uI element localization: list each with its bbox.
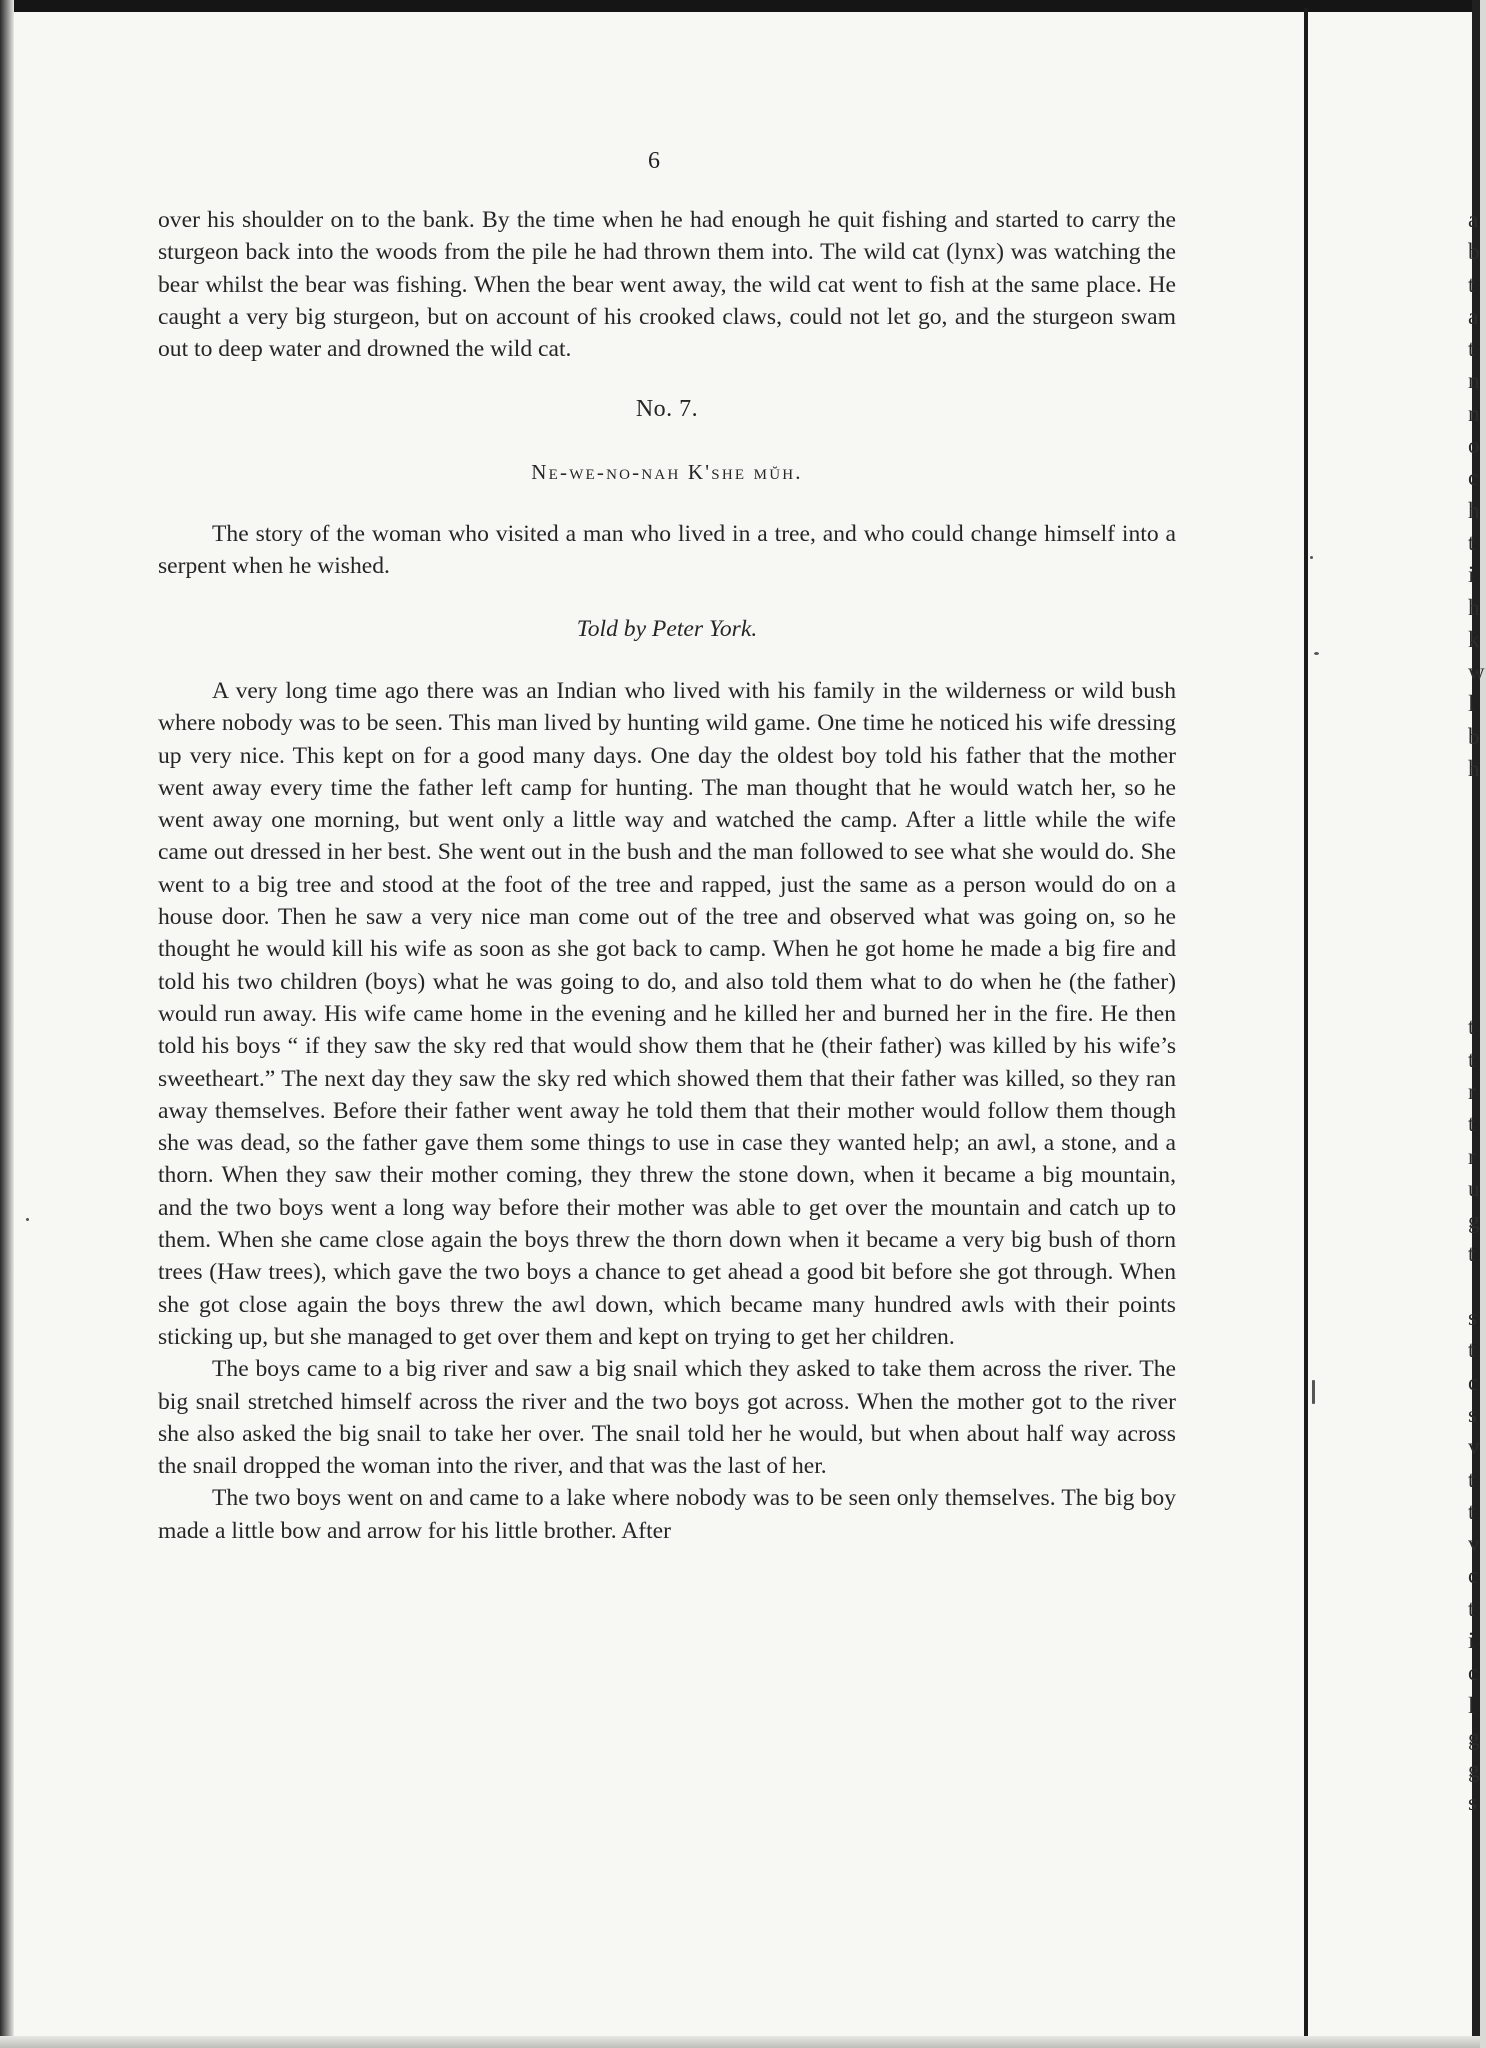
book-gutter [1304, 8, 1308, 2048]
story-paragraph-3: The two boys went on and came to a lake where nobody was to be seen only themselves. The big boy made a little bow and arrow for his little brother. After [158, 1485, 1176, 1544]
facing-letter: l [1468, 1692, 1475, 1718]
facing-letter: b [1468, 239, 1480, 265]
scan-speck [26, 1218, 29, 1221]
story-number: No. 7. [635, 396, 699, 423]
facing-letter: a [1468, 207, 1479, 232]
facing-letter: o [1468, 433, 1480, 459]
story-paragraph-2: The boys came to a big river and saw a big snail which they asked to take them across the river. The big snail stretched himself across the river and the two boys got across. When the mother got to the river she also asked the big snail to take her over. The snail told her he would, but when about half way across the snail dropped the woman into the river, and that was the last of her. [158, 1356, 1176, 1480]
facing-letter: a [1468, 303, 1479, 329]
facing-letter: t [1468, 1337, 1475, 1363]
facing-letter: k [1468, 626, 1480, 652]
facing-letter: b [1468, 723, 1480, 749]
facing-letter: t [1468, 1595, 1475, 1621]
facing-letter: g [1468, 1757, 1480, 1783]
facing-letter: h [1468, 594, 1480, 620]
story-title: Ne-we-no-nah K'she mŭh. [531, 459, 803, 484]
facing-letter: s [1468, 1305, 1477, 1331]
facing-letter: i [1468, 562, 1475, 588]
story-teller: Told by Peter York. [576, 615, 758, 642]
facing-letter: t [1468, 1111, 1475, 1137]
facing-letter: r [1468, 1143, 1476, 1169]
scan-top-border [0, 0, 1480, 12]
facing-letter: t [1468, 1014, 1475, 1040]
facing-letter: c [1468, 1369, 1479, 1395]
scan-speck [1314, 652, 1319, 655]
facing-letter: v [1468, 1434, 1480, 1460]
facing-letter: t [1468, 1466, 1475, 1492]
facing-letter: l [1468, 691, 1475, 717]
facing-letter: w [1468, 659, 1485, 685]
facing-letter: t [1468, 529, 1475, 555]
intro-paragraph: over his shoulder on to the bank. By the time when he had enough he quit fishing and started to carry the sturgeon back into the woods from the pile he had thrown them into. The wild cat (lynx) was watching the bear whilst the bear was fishing. When the bear went away, the wild cat went to fish at the same place. He caught a very big sturgeon, but on account of his crooked claws, could not let go, and the sturgeon swam out to deep water and drowned the wild cat. [158, 207, 1176, 363]
facing-letter: c [1468, 1563, 1479, 1589]
facing-page-fragment [1468, 204, 1486, 1819]
facing-letter: t [1468, 271, 1475, 297]
facing-letter: c [1468, 1660, 1479, 1686]
facing-letter: s [1468, 1401, 1477, 1427]
story-paragraph-1: A very long time ago there was an Indian who lived with his family in the wilderness or wild bush where nobody was to be seen. This man lived by hunting wild game. One time he noticed his wife dressing up very nice. This kept on for a good many days. One day the oldest boy told his father that the mother went away every time the father left camp for hunting. The man thought that he would watch her, so he went away one morning, but went only a little way and watched the camp. After a little while the wife came out dressed in her best. She went out in the bush and the man followed to see what she would do. She went to a big tree and stood at the foot of the tree and rapped, just the same as a person would do on a house door. Then he saw a very nice man come out of the tree and observed what was going on, so he thought he would kill his wife as soon as she got back to camp. When he got home he made a big fire and told his two children (boys) what he was going to do, and also told them what to do when he (the father) would run away. His wife came home in the evening and he killed her and burned her in the fire. He then told his boys “ if they saw the sky red that would show them that he (their father) was killed by his wife’s sweetheart.” The next day they saw the sky red which showed them that their father was killed, so they ran away themselves. Before their father went away he told them that their mother would follow them though she was dead, so the father gave them some things to use in case they wanted help; an awl, a stone, and a thorn. When they saw their mother coming, they threw the stone down, when it became a big mountain, and the two boys went a long way before their mother was able to get over the mountain and catch up to them. When she came close again the boys threw the thorn down when it became a very big bush of thorn trees (Haw trees), which gave the two boys a chance to get ahead a good bit before she got through. When she got close again the boys threw the awl down, which became many hundred awls with their points sticking up, but she managed to get over them and kept on trying to get her children. [158, 677, 1176, 1350]
scan-left-border [0, 0, 14, 2048]
facing-letter: t [1468, 1240, 1475, 1266]
facing-letter: g [1468, 1208, 1480, 1234]
facing-letter: t [1468, 1046, 1475, 1072]
facing-letter: h [1468, 497, 1480, 523]
facing-letter: t [1468, 1498, 1475, 1524]
facing-letter: t [1468, 336, 1475, 362]
facing-letter: c [1468, 465, 1479, 491]
page-body [158, 204, 1176, 1547]
page-number: 6 [648, 148, 660, 174]
facing-letter: n [1468, 368, 1480, 394]
facing-letter: i [1468, 1628, 1475, 1654]
scan-bottom-border [0, 2036, 1480, 2048]
facing-letter: v [1468, 1531, 1480, 1557]
facing-letter: h [1468, 756, 1480, 782]
facing-letter: n [1468, 400, 1480, 426]
story-summary: The story of the woman who visited a man who lived in a tree, and who could change himself into a serpent when he wished. [158, 521, 1176, 580]
facing-letter [1468, 1270, 1486, 1302]
scan-speck [1312, 1380, 1315, 1404]
scan-speck [1310, 556, 1313, 559]
facing-letter: g [1468, 1724, 1480, 1750]
facing-letter: u [1468, 1175, 1480, 1201]
facing-letter: s [1468, 1789, 1477, 1815]
facing-letter: r [1468, 1079, 1476, 1105]
